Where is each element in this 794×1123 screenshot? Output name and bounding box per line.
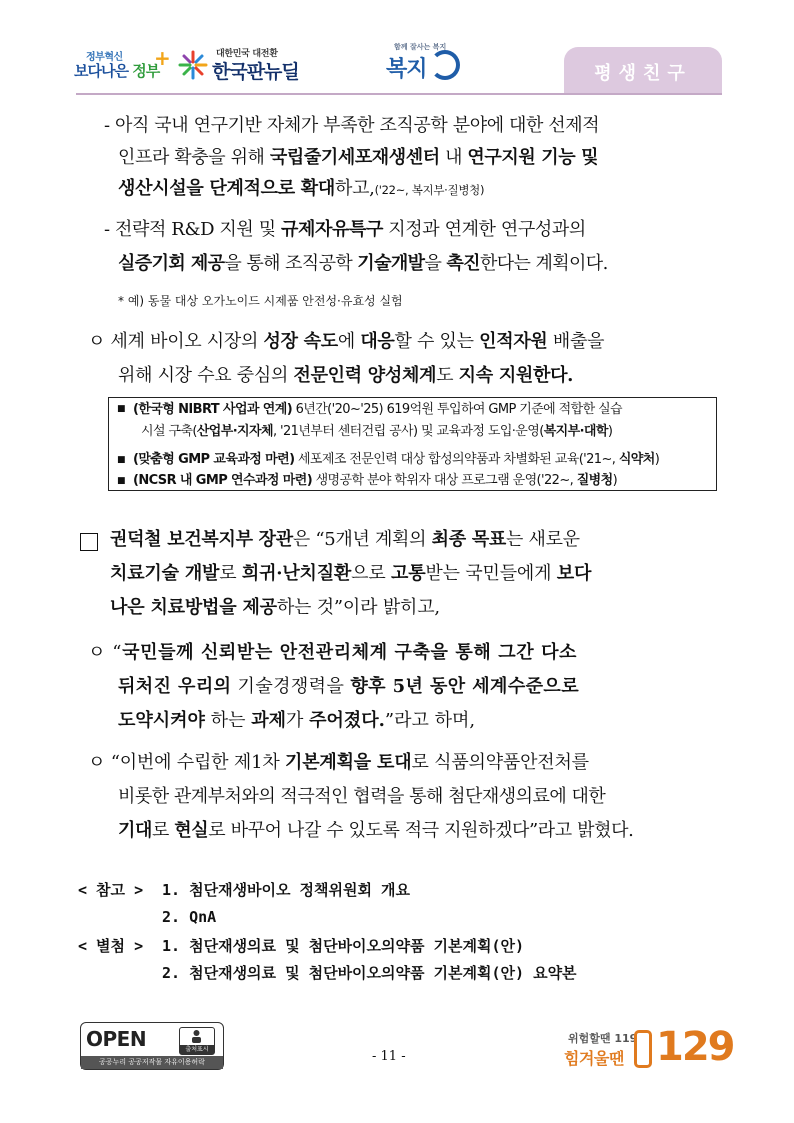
phone-icon <box>634 1030 652 1068</box>
q3-line2: 비롯한 관계부처와의 적극적인 협력을 통해 첨단재생의료에 대한 <box>118 786 606 807</box>
reference-label: < 참고 > <box>78 881 144 899</box>
bullet-icon: ■ <box>117 476 126 486</box>
p1-line1: - 아직 국내 연구기반 자체가 부족한 조직공학 분야에 대한 선제적 <box>104 115 600 136</box>
reference-item-2: 2. QnA <box>162 908 217 926</box>
p1-line3: 생산시설을 단계적으로 확대하고,('22~, 복지부·질병청) <box>118 178 485 199</box>
box-item-1-line2: 시설 구축(산업부·지자체, '21년부터 센터건립 공사) 및 교육과정 도입·운영(복지부·대학) <box>141 424 613 439</box>
q2-line3: 도약시켜야 하는 과제가 주어졌다.”라고 하며, <box>118 710 476 731</box>
p3-line2: 위해 시장 수요 중심의 전문인력 양성체계도 지속 지원한다. <box>118 365 574 386</box>
p3-line1: ㅇ 세계 바이오 시장의 성장 속도에 대응할 수 있는 인적자원 배출을 <box>88 331 605 352</box>
note-example: * 예) 동물 대상 오가노이드 시제품 안전성·유효성 실험 <box>118 294 403 308</box>
q1-line3: 나은 치료방법을 제공하는 것”이라 밝히고, <box>110 597 440 618</box>
attribution-icon: 출처표시 <box>179 1027 215 1055</box>
q2-line1: ㅇ “국민들께 신뢰받는 안전관리체계 구축을 통해 그간 다소 <box>88 642 578 663</box>
p2-line1: - 전략적 R&D 지원 및 규제자유특구 지정과 연계한 연구성과의 <box>104 219 586 240</box>
p2-line2: 실증기회 제공을 통해 조직공학 기술개발을 촉진한다는 계획이다. <box>118 253 608 274</box>
logo1-main: 보다나은 정부 <box>74 62 160 80</box>
attachment-item-2: 2. 첨단재생의료 및 첨단바이오의약품 기본계획(안) 요약본 <box>162 964 577 982</box>
hotline-129-logo: 위험할땐 119 힘겨울땐 129 <box>564 1024 734 1070</box>
box-item-1-line1: (한국형 NIBRT 사업과 연계) 6년간('20~'25) 619억원 투입하여 GMP 기준에 적합한 실습 <box>133 402 622 417</box>
attachment-label: < 별첨 > <box>78 937 144 955</box>
section-tab: 평생친구 <box>564 47 722 93</box>
q1-line2: 치료기술 개발로 희귀·난치질환으로 고통받는 국민들에게 보다 <box>110 563 592 584</box>
box-item-3: (NCSR 내 GMP 연수과정 마련) 생명공학 분야 학위자 대상 프로그램 운영('22~, 질병청) <box>133 473 618 488</box>
reference-item-1: 1. 첨단재생바이오 정책위원회 개요 <box>162 881 411 899</box>
star-burst-icon <box>178 50 208 80</box>
q3-line1: ㅇ “이번에 수립한 제1차 기본계획을 토대로 식품의약품안전처를 <box>88 752 589 773</box>
header-divider <box>76 93 722 95</box>
box-item-2: (맞춤형 GMP 교육과정 마련) 세포제조 전문인력 대상 합성의약품과 차별화된 교육('21~, 식약처) <box>133 452 660 467</box>
kogl-open-license-badge: OPEN 출처표시 공공누리 공공저작물 자유이용허락 <box>80 1022 224 1070</box>
section-checkbox-icon <box>80 533 98 551</box>
attachment-item-1: 1. 첨단재생의료 및 첨단바이오의약품 기본계획(안) <box>162 937 525 955</box>
government-innovation-logo: 정부혁신 보다나은 정부 + <box>74 46 171 80</box>
welfare-logo: 함께 잘사는 복지 복지 <box>386 42 466 86</box>
bullet-icon: ■ <box>117 455 126 465</box>
q2-line2: 뒤처진 우리의 기술경쟁력을 향후 5년 동안 세계수준으로 <box>118 676 579 697</box>
korean-new-deal-logo: 대한민국 대전환 한국판뉴딜 <box>178 46 308 86</box>
q3-line3: 기대로 현실로 바꾸어 나갈 수 있도록 적극 지원하겠다”라고 밝혔다. <box>118 820 634 841</box>
q1-line1: 권덕철 보건복지부 장관은 “5개년 계획의 최종 목표는 새로운 <box>110 529 580 550</box>
ring-icon <box>430 50 460 80</box>
p1-line2: 인프라 확충을 위해 국립줄기세포재생센터 내 연구지원 기능 및 <box>118 147 599 168</box>
bullet-icon: ■ <box>117 404 126 414</box>
page-number: - 11 - <box>372 1049 406 1064</box>
plus-icon: + <box>154 46 171 70</box>
